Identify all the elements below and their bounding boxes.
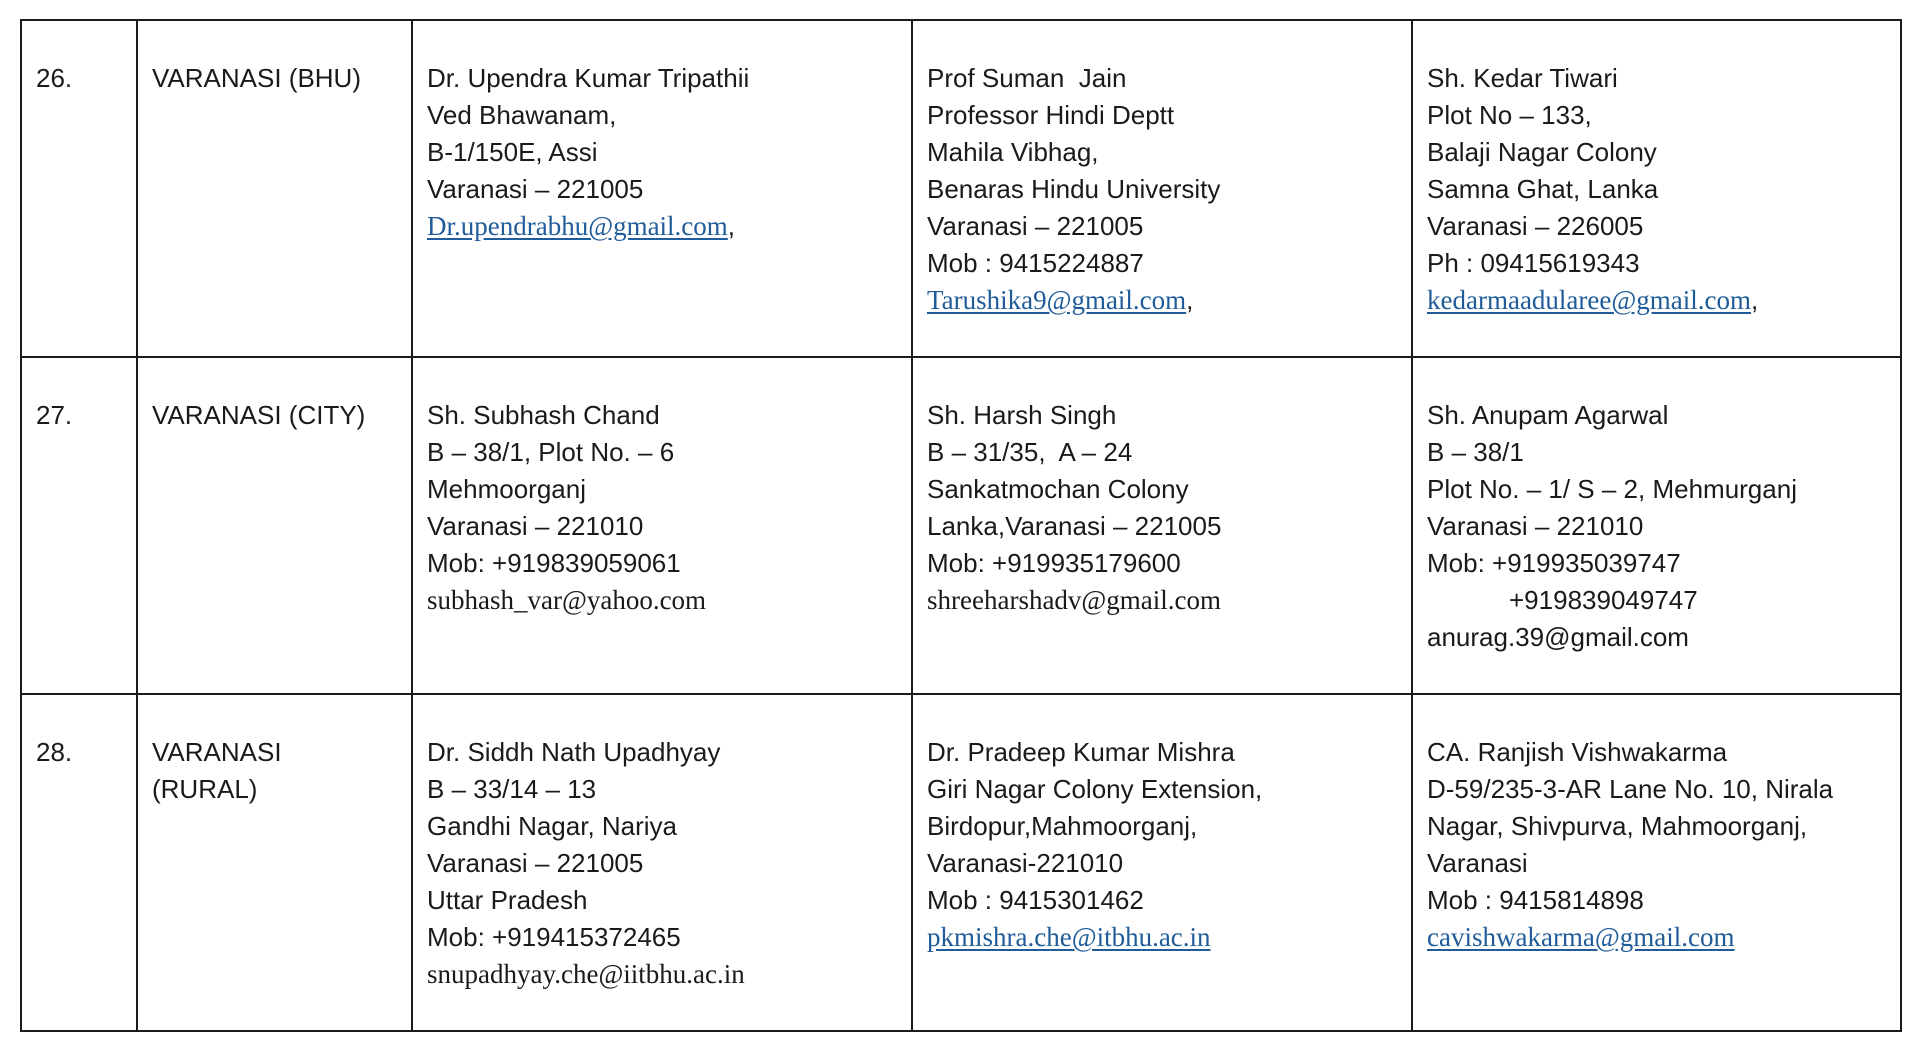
contact-line-secondary-mobile: +919839049747: [1509, 585, 1698, 615]
table-row: [21, 694, 1901, 1031]
contact-line: Benaras Hindu University: [927, 174, 1221, 204]
district-cell: [137, 694, 412, 1031]
contact-line: Lanka,Varanasi – 221005: [927, 511, 1222, 541]
serial-number: 26.: [36, 63, 73, 93]
contact-line: Varanasi-221010: [927, 848, 1124, 878]
contact-line: D-59/235-3-AR Lane No. 10, Nirala: [1427, 774, 1834, 804]
contact-line: Mob : 9415301462: [927, 885, 1144, 915]
email-link[interactable]: Dr.upendrabhu@gmail.com: [427, 211, 728, 241]
contact-line: Birdopur,Mahmoorganj,: [927, 811, 1198, 841]
contact-line: Gandhi Nagar, Nariya: [427, 811, 678, 841]
contact-line: Dr. Pradeep Kumar Mishra: [927, 737, 1235, 767]
contact-line: Mob: +919415372465: [427, 922, 681, 952]
contact-line: Mob : 9415224887: [927, 248, 1144, 278]
email-address: subhash_var@yahoo.com: [427, 585, 707, 615]
contact-cell: [912, 694, 1412, 1031]
email-link[interactable]: pkmishra.che@itbhu.ac.in: [927, 922, 1211, 952]
contact-line: Samna Ghat, Lanka: [1427, 174, 1659, 204]
contact-line: Plot No. – 1/ S – 2, Mehmurganj: [1427, 474, 1797, 504]
contact-line: Giri Nagar Colony Extension,: [927, 774, 1263, 804]
email-address: anurag.39@gmail.com: [1427, 622, 1689, 652]
contact-cell: [1412, 357, 1901, 694]
contact-cell: [1412, 20, 1901, 357]
contact-line: B-1/150E, Assi: [427, 137, 598, 167]
contact-line: B – 38/1, Plot No. – 6: [427, 437, 675, 467]
contact-cell: [412, 694, 912, 1031]
table-row: [21, 20, 1901, 357]
contact-line: Mob: +919935039747: [1427, 548, 1681, 578]
contact-line: Varanasi – 221005: [427, 848, 644, 878]
district-cell: [137, 357, 412, 694]
contact-cell: [412, 357, 912, 694]
contact-line: Varanasi – 221010: [427, 511, 644, 541]
serial-number-cell: [21, 357, 137, 694]
contact-line: Sankatmochan Colony: [927, 474, 1189, 504]
contact-line: Mob: +919935179600: [927, 548, 1181, 578]
contact-cell: [412, 20, 912, 357]
email-link[interactable]: Tarushika9@gmail.com: [927, 285, 1187, 315]
contact-line: Ph : 09415619343: [1427, 248, 1640, 278]
contact-line: B – 31/35, A – 24: [927, 437, 1133, 467]
contact-line: Sh. Subhash Chand: [427, 400, 660, 430]
email-trailing-comma: ,: [727, 211, 736, 241]
table-row: [21, 357, 1901, 694]
contact-line: Dr. Siddh Nath Upadhyay: [427, 737, 721, 767]
contact-table: [20, 19, 1902, 1032]
district-name: VARANASI (CITY): [152, 400, 366, 430]
contact-cell: [912, 357, 1412, 694]
contact-line: Mob : 9415814898: [1427, 885, 1644, 915]
contact-line: Prof Suman Jain: [927, 63, 1127, 93]
contact-line: Mahila Vibhag,: [927, 137, 1099, 167]
email-link[interactable]: kedarmaadularee@gmail.com: [1427, 285, 1751, 315]
contact-line: Plot No – 133,: [1427, 100, 1592, 130]
contact-line: Sh. Harsh Singh: [927, 400, 1117, 430]
contact-line: Varanasi – 226005: [1427, 211, 1644, 241]
contact-line: Varanasi: [1427, 848, 1528, 878]
contact-line: B – 33/14 – 13: [427, 774, 597, 804]
contact-line: Sh. Anupam Agarwal: [1427, 400, 1669, 430]
contact-line: Varanasi – 221010: [1427, 511, 1644, 541]
contact-line: Professor Hindi Deptt: [927, 100, 1175, 130]
contact-line: Varanasi – 221005: [427, 174, 644, 204]
email-address: snupadhyay.che@iitbhu.ac.in: [427, 959, 745, 989]
contact-line: Mehmoorganj: [427, 474, 586, 504]
district-name: (RURAL): [152, 774, 258, 804]
contact-line: B – 38/1: [1427, 437, 1524, 467]
contact-line: Mob: +919839059061: [427, 548, 681, 578]
contact-line: Uttar Pradesh: [427, 885, 588, 915]
serial-number: 27.: [36, 400, 73, 430]
contact-line: Dr. Upendra Kumar Tripathii: [427, 63, 750, 93]
district-name: VARANASI: [152, 737, 282, 767]
email-trailing-comma: ,: [1750, 285, 1759, 315]
contact-line: Nagar, Shivpurva, Mahmoorganj,: [1427, 811, 1808, 841]
serial-number-cell: [21, 20, 137, 357]
email-trailing-comma: ,: [1186, 285, 1194, 315]
serial-number-cell: [21, 694, 137, 1031]
serial-number: 28.: [36, 737, 73, 767]
contact-line: Ved Bhawanam,: [427, 100, 617, 130]
district-name: VARANASI (BHU): [152, 63, 361, 93]
email-link[interactable]: cavishwakarma@gmail.com: [1427, 922, 1735, 952]
contact-line: Varanasi – 221005: [927, 211, 1144, 241]
contact-line: CA. Ranjish Vishwakarma: [1427, 737, 1728, 767]
contact-cell: [1412, 694, 1901, 1031]
contact-cell: [912, 20, 1412, 357]
contact-table-page: [20, 19, 1900, 1032]
contact-line: Sh. Kedar Tiwari: [1427, 63, 1618, 93]
district-cell: [137, 20, 412, 357]
contact-line: Balaji Nagar Colony: [1427, 137, 1657, 167]
email-address: shreeharshadv@gmail.com: [927, 585, 1222, 615]
